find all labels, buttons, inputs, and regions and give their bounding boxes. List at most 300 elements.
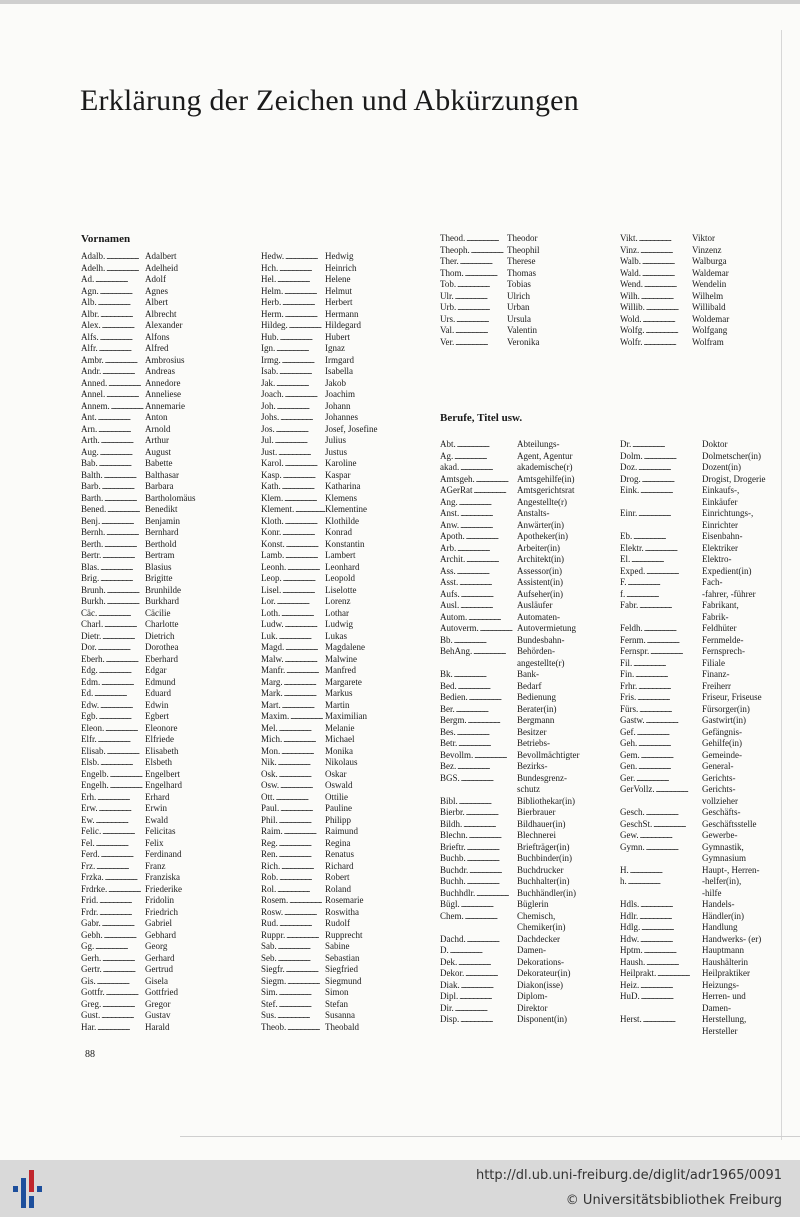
abbreviation-entry [261, 803, 403, 815]
leader-dots [627, 876, 702, 888]
abbreviation-entry [620, 1014, 780, 1026]
expansion: Buchhändler(in) [517, 887, 576, 898]
leader-dots [454, 1003, 517, 1015]
expansion: Amtsgehilfe(in) [517, 473, 575, 484]
expansion: Hedwig [325, 251, 354, 261]
leader-dots [276, 401, 325, 413]
leader-dots [101, 481, 145, 493]
leader-dots [456, 279, 507, 291]
leader-dots [456, 761, 517, 773]
expansion: Briefträger(in) [517, 841, 570, 852]
expansion: Elsbeth [145, 757, 172, 767]
abbreviation-entry [261, 619, 403, 631]
leader-dots [643, 337, 692, 349]
leader-dots [656, 968, 702, 980]
expansion: Gregor [145, 998, 171, 1009]
abbreviation: Aufs. [440, 588, 460, 599]
abbreviation-entry [440, 279, 585, 291]
abbreviation: Buchhdlr. [440, 887, 476, 898]
expansion: Chemisch, [517, 910, 556, 921]
leader-dots [286, 1022, 325, 1034]
leader-dots [279, 803, 325, 815]
abbreviation-entry [81, 918, 223, 930]
leader-dots [637, 508, 702, 520]
abbreviation-entry [440, 876, 595, 888]
leader-dots [100, 849, 145, 861]
abbreviation-entry [81, 527, 223, 539]
leader-dots [281, 585, 325, 597]
expansion: Erhard [145, 791, 170, 802]
abbreviation-entry [81, 654, 223, 666]
expansion: Willibald [692, 302, 726, 312]
expansion: Doktor [702, 439, 728, 449]
abbreviation: Apoth. [440, 531, 465, 541]
expansion: August [145, 446, 172, 457]
abbreviation: Gabr. [81, 918, 101, 928]
abbreviation-entry [440, 646, 595, 658]
leader-dots [645, 842, 702, 854]
abbreviation: Ver. [440, 336, 455, 347]
abbreviation: Asst. [440, 577, 459, 587]
expansion: Bezirks- [517, 761, 548, 771]
leader-dots [655, 784, 702, 796]
expansion: General- [702, 761, 734, 771]
expansion-continuation: Einkäufer [702, 496, 738, 507]
abbreviation: Bab. [81, 458, 98, 468]
abbreviation-entry [440, 233, 585, 245]
abbreviation-entry [81, 309, 223, 321]
expansion: Direktor [517, 1002, 548, 1013]
abbreviation-entry [81, 723, 223, 735]
leader-dots [103, 930, 145, 942]
leader-dots [456, 566, 517, 578]
abbreviation-entry [261, 470, 403, 482]
expansion: Malwine [325, 653, 357, 664]
abbreviation-entry [261, 263, 403, 275]
abbreviation: Balth. [81, 469, 103, 480]
leader-dots [95, 815, 145, 827]
expansion: Anwärter(in) [517, 519, 564, 530]
expansion: Autovermietung [517, 623, 576, 633]
expansion: Architekt(in) [517, 554, 564, 564]
expansion: Monika [325, 745, 353, 756]
expansion: Georg [145, 941, 168, 951]
abbreviation-entry [440, 256, 585, 268]
abbreviation-entry [440, 497, 595, 509]
abbreviation-entry [620, 439, 780, 451]
abbreviation: Thom. [440, 267, 464, 278]
abbreviation: Aug. [81, 446, 99, 457]
abbreviation: Berth. [81, 538, 104, 549]
leader-dots [641, 474, 702, 486]
leader-dots [278, 366, 325, 378]
expansion: Bertram [145, 550, 175, 560]
leader-dots [282, 734, 325, 746]
abbreviation: Drog. [620, 473, 641, 484]
abbreviation: Ott. [261, 791, 275, 802]
leader-dots [279, 412, 325, 424]
abbreviation: Theod. [440, 233, 466, 243]
abbreviation-entry [440, 784, 595, 796]
expansion: Siegfried [325, 964, 358, 974]
leader-dots [278, 769, 325, 781]
expansion: Konrad [325, 527, 352, 537]
abbreviation: Theoph. [440, 244, 470, 255]
leader-dots [457, 738, 517, 750]
abbreviation: Adelh. [81, 262, 106, 273]
abbreviation: Mich. [261, 734, 283, 744]
abbreviation-entry [81, 366, 223, 378]
expansion: Franziska [145, 872, 180, 882]
expansion: Edgar [145, 665, 167, 675]
leader-dots [97, 412, 145, 424]
abbreviation: Archit. [440, 554, 466, 564]
leader-dots [639, 245, 692, 257]
abbreviation: Ger. [620, 772, 636, 783]
abbreviation: Eb. [620, 531, 633, 541]
abbreviation: El. [620, 554, 631, 564]
expansion-continuation: Damen- [702, 1002, 731, 1013]
abbreviation-entry [440, 302, 585, 314]
abbreviation-entry [261, 987, 403, 999]
abbreviation: Vikt. [620, 233, 638, 243]
leader-dots [643, 945, 702, 957]
permalink-url[interactable]: http://dl.ub.uni-freiburg.de/diglit/adr1965/0091 [475, 1168, 782, 1183]
abbreviation-entry [81, 815, 223, 827]
abbreviation-entry [261, 435, 403, 447]
expansion: Gemeinde- [702, 749, 742, 760]
abbreviation-entry [261, 769, 403, 781]
expansion: Bergmann [517, 715, 555, 725]
abbreviation: Dolm. [620, 450, 643, 461]
leader-dots [99, 332, 145, 344]
abbreviation-entry [261, 895, 403, 907]
expansion: Julius [325, 435, 347, 445]
abbreviation: Ew. [81, 814, 95, 825]
vornamen-column-3 [440, 233, 585, 348]
leader-dots [458, 577, 517, 589]
abbreviation-entry [440, 531, 595, 543]
abbreviation-entry [440, 577, 595, 589]
leader-dots [643, 623, 702, 635]
abbreviation: Bed. [440, 680, 457, 691]
expansion: Haupt-, Herren- [702, 864, 760, 875]
abbreviation-entry [261, 585, 403, 597]
expansion: Jakob [325, 377, 346, 388]
expansion: Erwin [145, 803, 167, 813]
abbreviation: Joh. [261, 400, 276, 411]
abbreviation: Osk. [261, 768, 278, 779]
leader-dots [284, 654, 325, 666]
leader-dots [278, 999, 325, 1011]
expansion: Agent, Agentur [517, 450, 573, 461]
leader-dots [96, 1022, 145, 1034]
leader-dots [106, 596, 145, 608]
abbreviation-entry [261, 608, 403, 620]
abbreviation: Felic. [81, 826, 102, 836]
abbreviation: Fabr. [620, 600, 639, 610]
expansion: Hauptmann [702, 945, 744, 955]
vornamen-column-1 [81, 251, 223, 1033]
leader-dots [454, 325, 507, 337]
abbreviation-entry [261, 412, 403, 424]
leader-dots [473, 750, 517, 762]
expansion: Bernhard [145, 527, 179, 537]
leader-dots [100, 516, 145, 528]
leader-dots [103, 539, 145, 551]
abbreviation: Dachd. [440, 933, 466, 944]
abbreviation: Elfr. [81, 734, 97, 744]
abbreviation-entry [81, 424, 223, 436]
expansion: Bedienung [517, 692, 556, 702]
leader-dots [467, 612, 517, 624]
expansion: Felicitas [145, 826, 176, 836]
abbreviation: Burkh. [81, 596, 106, 606]
leader-dots [274, 435, 325, 447]
abbreviation: Loth. [261, 607, 281, 618]
abbreviation-entry [620, 991, 780, 1003]
abbreviation: Egb. [81, 711, 98, 721]
abbreviation: Hdlr. [620, 910, 639, 921]
leader-dots [639, 934, 702, 946]
abbreviation-entry [81, 355, 223, 367]
abbreviation-entry [261, 332, 403, 344]
abbreviation-entry [620, 497, 780, 509]
abbreviation-entry [620, 784, 780, 796]
expansion: Oskar [325, 768, 347, 779]
expansion: Benjamin [145, 515, 180, 526]
expansion: Gewerbe- [702, 830, 738, 840]
abbreviation-entry [440, 508, 595, 520]
abbreviation-entry [620, 1003, 780, 1015]
abbreviation-entry [620, 842, 780, 854]
abbreviation-entry [261, 665, 403, 677]
abbreviation-entry [81, 550, 223, 562]
expansion: Automaten- [517, 611, 560, 622]
abbreviation: Haush. [620, 956, 646, 967]
expansion: Abteilungs- [517, 439, 560, 449]
abbreviation: Buchdr. [440, 864, 469, 875]
leader-dots [639, 485, 702, 497]
abbreviation-entry [261, 378, 403, 390]
abbreviation: Ber. [440, 703, 455, 714]
expansion: Elisabeth [145, 745, 179, 756]
abbreviation-entry [261, 723, 403, 735]
leader-dots [276, 884, 325, 896]
leader-dots [475, 888, 517, 900]
abbreviation-entry [261, 493, 403, 505]
expansion: Wolfram [692, 336, 724, 347]
leader-dots [284, 619, 325, 631]
expansion: Disponent(in) [517, 1014, 567, 1024]
vornamen-column-4 [620, 233, 770, 348]
abbreviation: Dr. [620, 439, 632, 449]
leader-dots [288, 895, 325, 907]
abbreviation-entry [261, 700, 403, 712]
expansion: Gerichts- [702, 784, 736, 794]
leader-dots [99, 309, 145, 321]
abbreviation: Willib. [620, 302, 645, 312]
abbreviation-entry [81, 458, 223, 470]
expansion: Bartholomäus [145, 492, 196, 503]
berufe-heading: Berufe, Titel usw. [440, 412, 523, 424]
leader-dots [100, 435, 145, 447]
abbreviation: Bertr. [81, 550, 102, 560]
abbreviation-entry [440, 566, 595, 578]
leader-dots [645, 957, 702, 969]
leader-dots [278, 631, 325, 643]
abbreviation: Sus. [261, 1010, 277, 1020]
leader-dots [101, 550, 145, 562]
expansion: Elektro- [702, 554, 732, 564]
leader-dots [281, 481, 325, 493]
abbreviation: Autoverm. [440, 623, 479, 633]
abbreviation-entry [261, 757, 403, 769]
abbreviation: Jak. [261, 377, 276, 388]
leader-dots [285, 964, 325, 976]
leader-dots [276, 596, 325, 608]
abbreviation-entry [81, 711, 223, 723]
abbreviation-entry [81, 861, 223, 873]
leader-dots [630, 554, 702, 566]
abbreviation: Nik. [261, 757, 277, 767]
abbreviation: Seb. [261, 952, 277, 963]
expansion-continuation: -hilfe [702, 887, 722, 898]
abbreviation-entry [440, 268, 585, 280]
abbreviation-entry [81, 585, 223, 597]
abbreviation: Gef. [620, 726, 636, 737]
expansion: Handels- [702, 899, 735, 909]
abbreviation: Heiz. [620, 979, 640, 990]
expansion: Dorothea [145, 642, 179, 652]
leader-dots [454, 291, 507, 303]
expansion: Rosemarie [325, 895, 364, 905]
abbreviation-entry [620, 233, 770, 245]
expansion: Einrichtungs-, [702, 508, 754, 518]
leader-dots [468, 830, 517, 842]
expansion: Ottilie [325, 791, 348, 802]
expansion: Dekorateur(in) [517, 968, 571, 978]
leader-dots [465, 554, 517, 566]
abbreviation-entry [440, 899, 595, 911]
abbreviation: Erw. [81, 803, 98, 813]
abbreviation-entry [620, 807, 780, 819]
leader-dots [459, 520, 517, 532]
expansion: Gehilfe(in) [702, 738, 742, 748]
expansion: Alexander [145, 320, 183, 330]
expansion: Theophil [507, 244, 540, 255]
expansion: Babette [145, 458, 173, 468]
leader-dots [283, 286, 325, 298]
abbreviation: Bügl. [440, 899, 460, 909]
expansion: Irmgard [325, 354, 354, 365]
leader-dots [455, 314, 507, 326]
abbreviation: Dekor. [440, 968, 465, 978]
abbreviation-entry [440, 600, 595, 612]
leader-dots [95, 838, 145, 850]
abbreviation: Leop. [261, 573, 282, 583]
leader-dots [637, 761, 702, 773]
abbreviation: Frhr. [620, 680, 638, 691]
leader-dots [283, 493, 325, 505]
abbreviation: Bierbr. [440, 807, 465, 817]
abbreviation: Lamb. [261, 550, 285, 560]
leader-dots [97, 734, 145, 746]
abbreviation-entry [620, 600, 780, 612]
abbreviation: Urs. [440, 313, 456, 324]
leader-dots [286, 562, 325, 574]
abbreviation-entry [620, 681, 780, 693]
abbreviation-entry [440, 704, 595, 716]
expansion: Friederike [145, 883, 182, 894]
abbreviation: Just. [261, 446, 278, 457]
abbreviation: Anw. [440, 519, 460, 530]
expansion: Ewald [145, 814, 168, 825]
abbreviation-entry [81, 251, 223, 263]
leader-dots [641, 268, 692, 280]
abbreviation: h. [620, 876, 627, 886]
leader-dots [103, 619, 145, 631]
expansion: Buchbinder(in) [517, 853, 572, 863]
abbreviation: Konr. [261, 527, 282, 537]
abbreviation-entry [81, 263, 223, 275]
expansion: Andreas [145, 366, 175, 376]
leader-dots [98, 458, 145, 470]
abbreviation-entry [440, 865, 595, 877]
abbreviation-entry [620, 727, 780, 739]
leader-dots [285, 930, 325, 942]
leader-dots [645, 325, 692, 337]
scan-right-edge [781, 30, 782, 1140]
abbreviation-entry [81, 573, 223, 585]
expansion: Johannes [325, 412, 358, 422]
leader-dots [641, 256, 692, 268]
expansion: Raimund [325, 826, 358, 836]
abbreviation: Helm. [261, 285, 284, 296]
expansion: Damen- [517, 945, 546, 955]
abbreviation: Theob. [261, 1021, 287, 1032]
abbreviation: Amtsgeh. [440, 473, 475, 484]
abbreviation: Johs. [261, 412, 280, 422]
abbreviation-entry [440, 337, 585, 349]
expansion: Manfred [325, 665, 356, 675]
expansion: Gottfried [145, 987, 178, 997]
leader-dots [466, 853, 517, 865]
abbreviation-entry [261, 711, 403, 723]
abbreviation-entry [81, 987, 223, 999]
leader-dots [632, 531, 702, 543]
expansion: Charlotte [145, 619, 179, 629]
leader-dots [288, 320, 325, 332]
abbreviation: f. [620, 588, 626, 599]
abbreviation-entry [81, 1022, 223, 1034]
expansion: Walburga [692, 256, 727, 266]
abbreviation: Dor. [81, 642, 97, 652]
expansion: Johann [325, 400, 351, 411]
abbreviation-entry [261, 1022, 403, 1034]
abbreviation-entry [261, 780, 403, 792]
leader-dots [281, 700, 325, 712]
abbreviation: Buchb. [440, 853, 466, 863]
leader-dots [640, 291, 692, 303]
expansion: Magdalene [325, 642, 365, 652]
abbreviation-entry [81, 826, 223, 838]
leader-dots [456, 439, 517, 451]
abbreviation: F. [620, 577, 627, 587]
abbreviation-entry [81, 493, 223, 505]
expansion: Händler(in) [702, 910, 744, 921]
abbreviation-entry [620, 314, 770, 326]
